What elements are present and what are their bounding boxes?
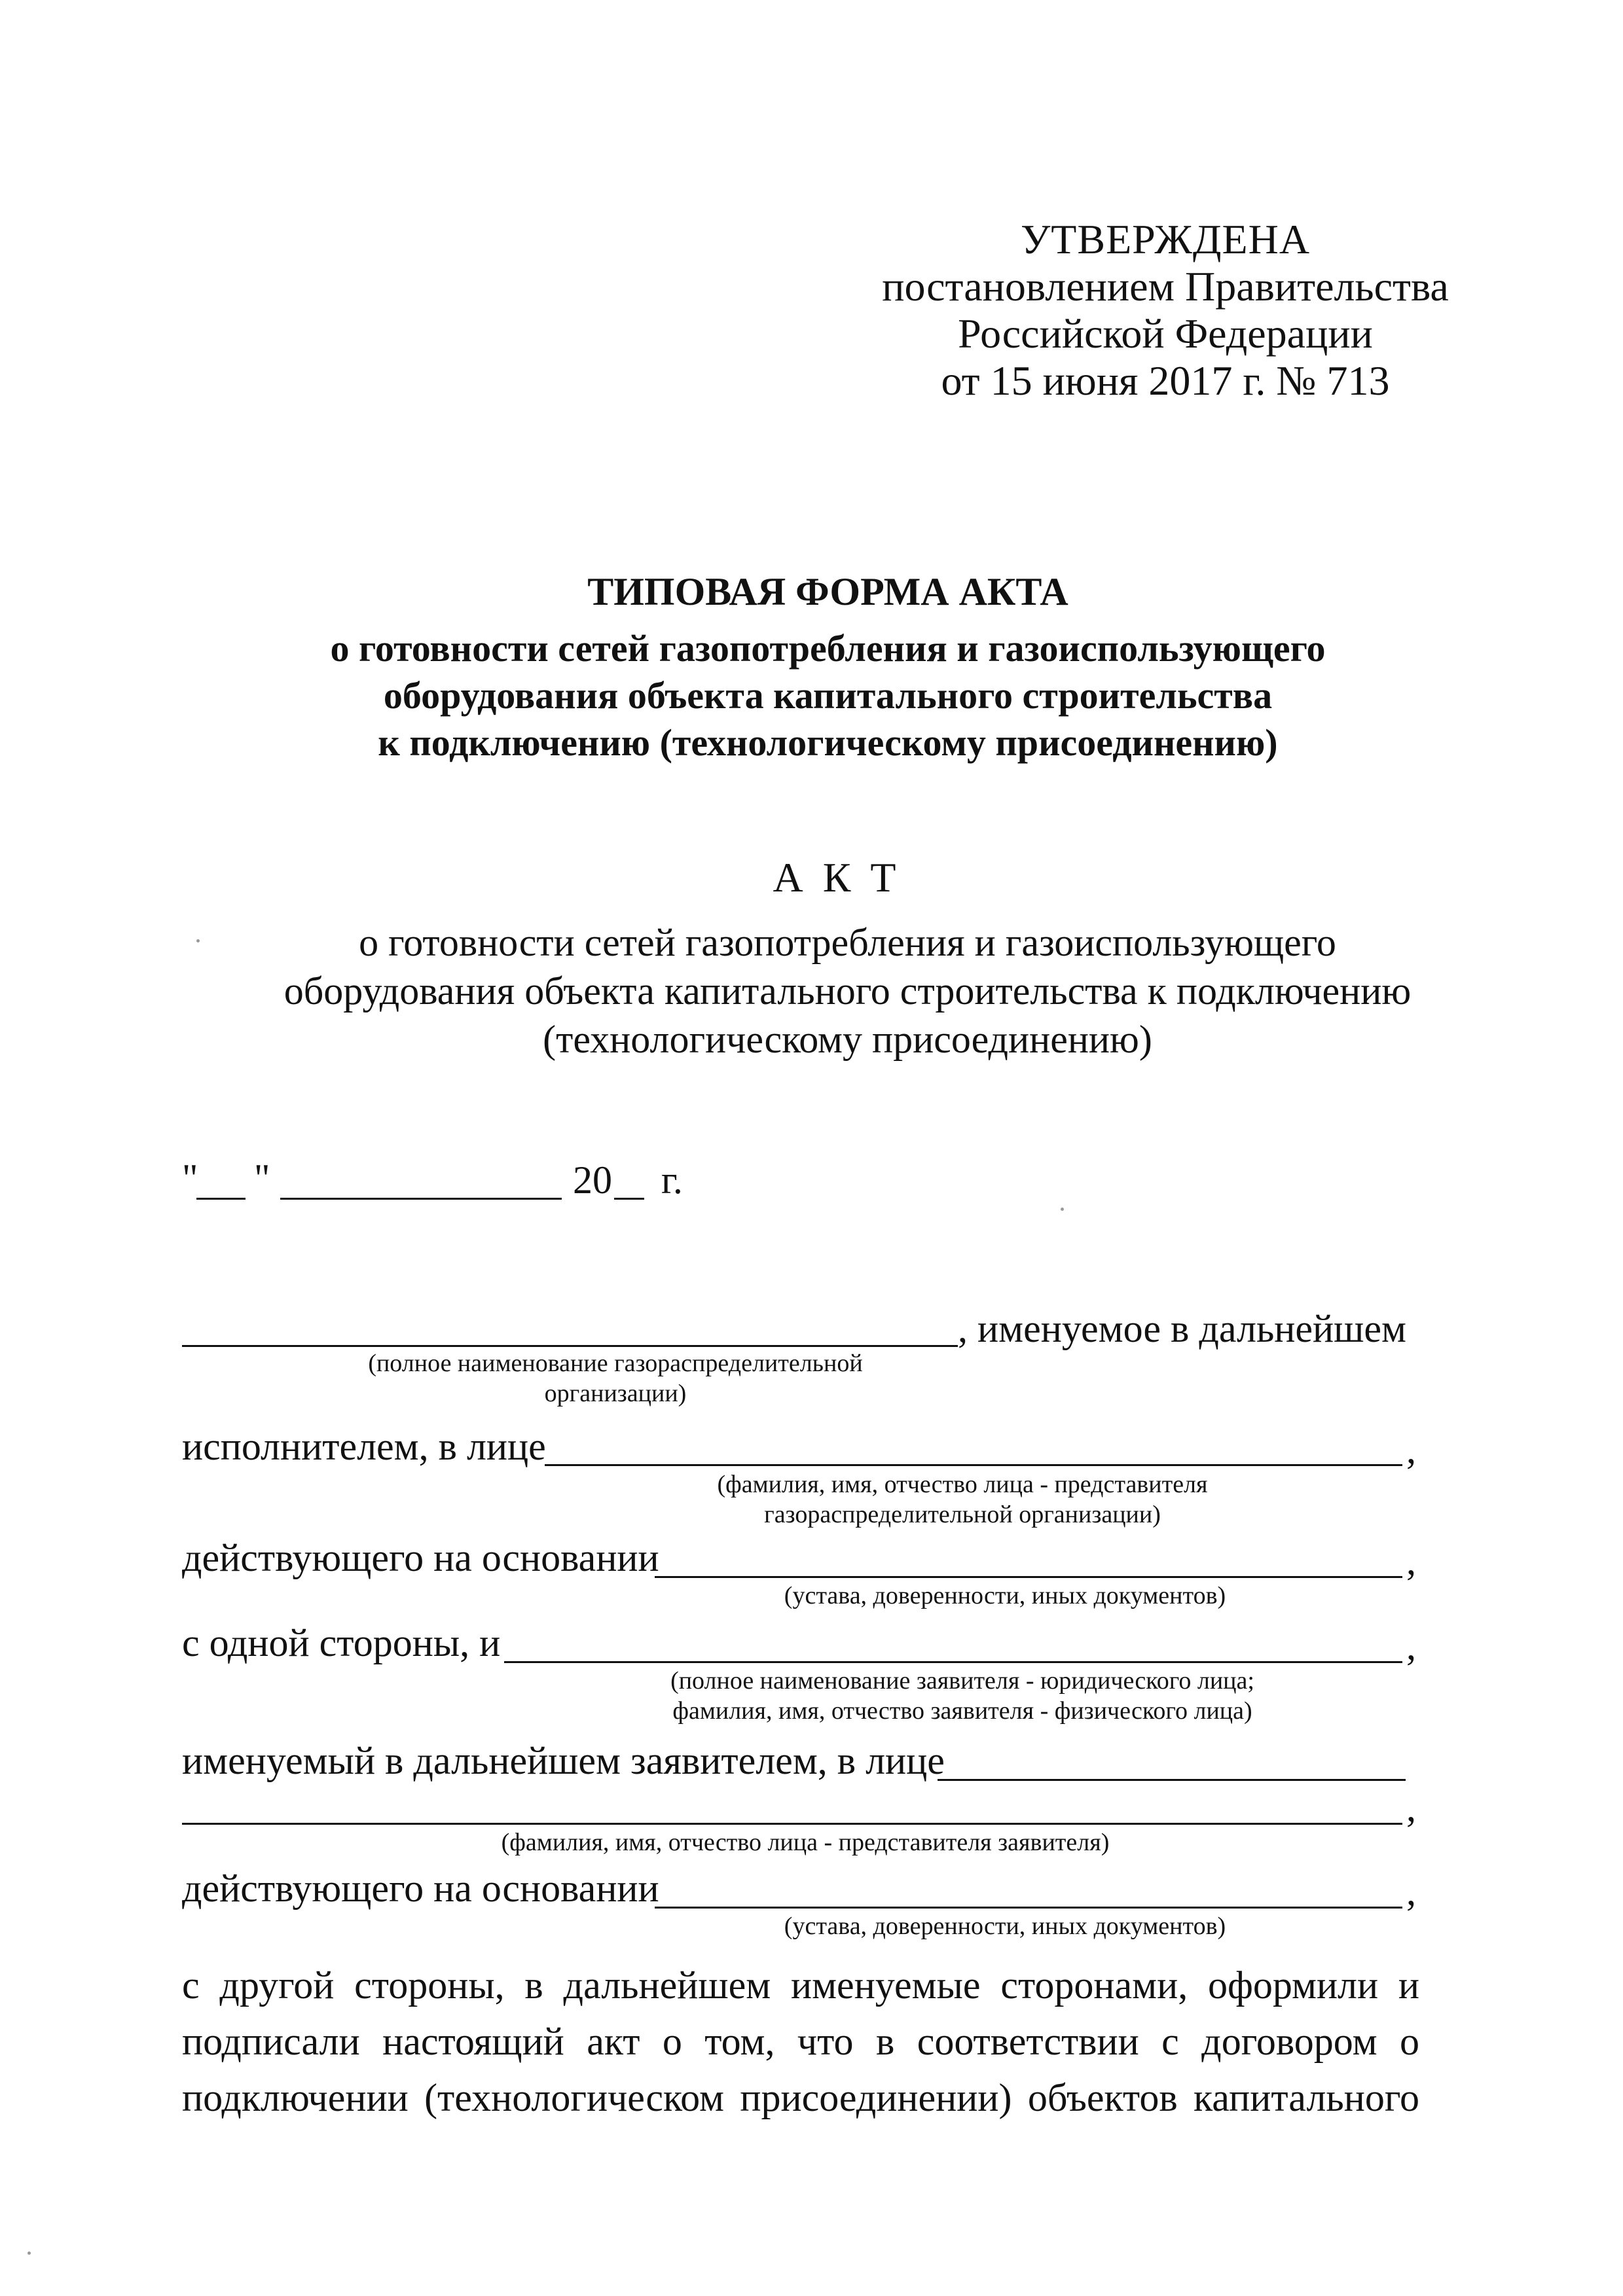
executor-rep-note-line-2: газораспределительной организации) xyxy=(764,1501,1161,1528)
approval-country: Российской Федерации xyxy=(958,310,1373,357)
applicant-basis-label: действующего на основании xyxy=(182,1867,659,1910)
day-field[interactable] xyxy=(196,1198,246,1200)
executor-name-note xyxy=(288,1348,943,1408)
applicant-basis-note: (устава, доверенности, иных документов) xyxy=(784,1912,1226,1940)
act-subtitle xyxy=(0,918,1623,1064)
act-subtitle-line-3: (технологическому присоединению) xyxy=(543,1018,1152,1061)
executor-basis-field[interactable] xyxy=(655,1576,1402,1578)
approval-date-number: от 15 июня 2017 г. № 713 xyxy=(941,357,1390,404)
scan-speck xyxy=(27,2251,31,2255)
executor-rep-label: исполнителем, в лице xyxy=(182,1425,546,1468)
executor-basis-label: действующего на основании xyxy=(182,1536,659,1579)
applicant-name-note xyxy=(602,1666,1322,1726)
form-subtitle-line-3: к подключению (технологическому присоединению) xyxy=(378,721,1278,764)
executor-rep-note xyxy=(602,1469,1322,1530)
executor-rep-field[interactable] xyxy=(545,1464,1402,1466)
applicant-name-note-line-2: фамилия, имя, отчество заявителя - физического лица) xyxy=(672,1697,1252,1725)
executor-name-note-line-1: (полное наименование газораспределительной xyxy=(368,1350,863,1377)
applicant-rep-field-1[interactable] xyxy=(938,1779,1406,1781)
executor-rep-comma: , xyxy=(1406,1428,1416,1471)
applicant-rep-note: (фамилия, имя, отчество лица - представителя заявителя) xyxy=(501,1829,1110,1856)
body-line-1: с другой стороны, в дальнейшем именуемые сторонами, оформили и xyxy=(182,1964,1419,2007)
act-subtitle-line-1: о готовности сетей газопотребления и газоиспользующего xyxy=(359,921,1336,964)
act-subtitle-line-2: оборудования объекта капитального строительства к подключению xyxy=(283,969,1412,1013)
form-subtitle-line-1: о готовности сетей газопотребления и газоиспользующего xyxy=(330,627,1326,670)
scan-speck xyxy=(196,939,200,942)
executor-name-note-line-2: организации) xyxy=(544,1380,687,1407)
body-paragraph xyxy=(182,1957,1419,2126)
date-quote-close: " xyxy=(254,1157,270,1200)
scan-speck xyxy=(1061,1208,1064,1211)
form-subtitle-line-2: оборудования объекта капитального строительства xyxy=(383,674,1273,717)
applicant-rep-comma: , xyxy=(1406,1786,1416,1829)
executor-name-field[interactable] xyxy=(182,1345,958,1347)
applicant-rep-field-2[interactable] xyxy=(182,1823,1402,1825)
year-prefix: 20 xyxy=(573,1158,612,1202)
year-field[interactable] xyxy=(614,1198,644,1200)
body-line-3: подключении (технологическом присоединении) объектов капитального xyxy=(182,2076,1419,2119)
year-suffix: г. xyxy=(661,1158,683,1202)
executor-rep-note-line-1: (фамилия, имя, отчество лица - представителя xyxy=(717,1471,1208,1498)
applicant-label: с одной стороны, и xyxy=(182,1621,501,1664)
form-subtitle xyxy=(0,625,1623,766)
applicant-rep-label: именуемый в дальнейшем заявителем, в лице xyxy=(182,1739,945,1782)
applicant-name-note-line-1: (полное наименование заявителя - юридического лица; xyxy=(670,1667,1254,1695)
applicant-basis-field[interactable] xyxy=(655,1907,1402,1909)
applicant-name-field[interactable] xyxy=(504,1661,1402,1663)
date-quote-open: " xyxy=(182,1157,198,1200)
executor-basis-note: (устава, доверенности, иных документов) xyxy=(784,1582,1226,1609)
approval-block xyxy=(864,216,1467,404)
act-title: АКТ xyxy=(773,854,916,901)
approval-decree: постановлением Правительства xyxy=(882,263,1449,310)
form-title: ТИПОВАЯ ФОРМА АКТА xyxy=(587,570,1068,613)
applicant-basis-comma: , xyxy=(1406,1870,1416,1913)
executor-name-suffix: , именуемое в дальнейшем xyxy=(958,1307,1406,1350)
body-line-2: подписали настоящий акт о том, что в соответствии с договором о xyxy=(182,2020,1419,2063)
executor-basis-comma: , xyxy=(1406,1539,1416,1583)
approval-title: УТВЕРЖДЕНА xyxy=(1020,216,1311,262)
applicant-comma: , xyxy=(1406,1624,1416,1668)
month-field[interactable] xyxy=(280,1198,562,1200)
